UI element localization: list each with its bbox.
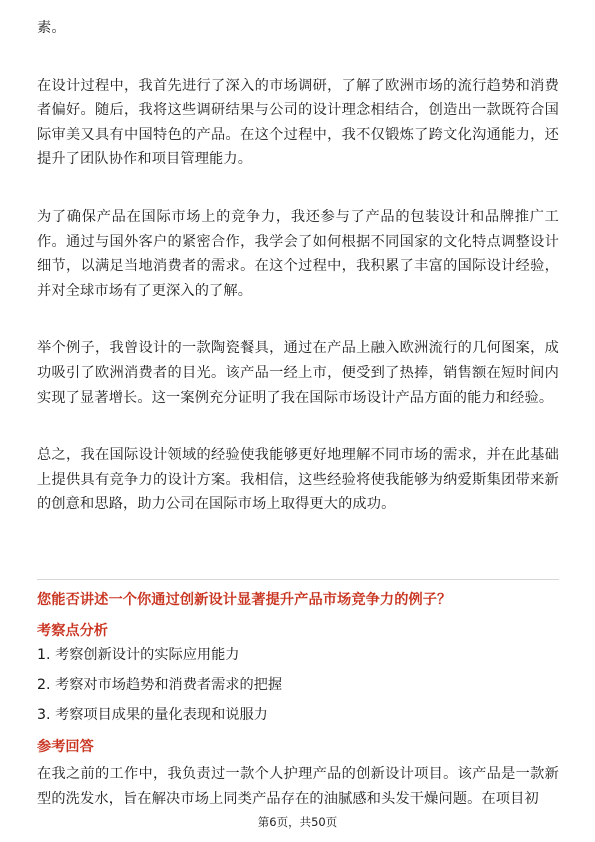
body-text xyxy=(37,16,559,517)
analysis-heading: 考察点分析 xyxy=(37,623,108,639)
analysis-point: 3. 考察项目成果的量化表现和说服力 xyxy=(37,707,268,723)
section-divider xyxy=(37,579,559,580)
paragraph-continuation: 素。 xyxy=(37,20,66,36)
analysis-point: 1. 考察创新设计的实际应用能力 xyxy=(37,647,240,663)
page-number: 第6页，共50页 xyxy=(257,815,338,829)
paragraph-example: 举个例子，我曾设计的一款陶瓷餐具，通过在产品上融入欧洲流行的几何图案，成功吸引了欧洲消费者的目光。该产品一经上市，便受到了热捧，销售额在短时间内实现了显著增长。这一案例充分证明了我在国际市场设计产品方面的能力和经验。 xyxy=(37,340,559,406)
interview-question: 您能否讲述一个你通过创新设计显著提升产品市场竞争力的例子？ xyxy=(37,592,452,608)
analysis-point: 2. 考察对市场趋势和消费者需求的把握 xyxy=(37,677,283,693)
reference-answer-heading: 参考回答 xyxy=(37,739,94,755)
reference-answer-text: 在我之前的工作中，我负责过一款个人护理产品的创新设计项目。该产品是一款新型的洗发水，旨在解决市场上同类产品存在的油腻感和头发干燥问题。在项目初 xyxy=(37,766,559,807)
paragraph-design-process: 在设计过程中，我首先进行了深入的市场调研，了解了欧洲市场的流行趋势和消费者偏好。随后，我将这些调研结果与公司的设计理念相结合，创造出一款既符合国际审美又具有中国特色的产品。在这个过程中，我不仅锻炼了跨文化沟通能力，还提升了团队协作和项目管理能力。 xyxy=(37,77,559,168)
paragraph-competitiveness: 为了确保产品在国际市场上的竞争力，我还参与了产品的包装设计和品牌推广工作。通过与国外客户的紧密合作，我学会了如何根据不同国家的文化特点调整设计细节，以满足当地消费者的需求。在这个过程中，我积累了丰富的国际设计经验，并对全球市场有了更深入的了解。 xyxy=(37,208,559,299)
paragraph-summary: 总之，我在国际设计领域的经验使我能够更好地理解不同市场的需求，并在此基础上提供具有竞争力的设计方案。我相信，这些经验将使我能够为纳爱斯集团带来新的创意和思路，助力公司在国际市场上取得更大的成功。 xyxy=(37,447,559,513)
